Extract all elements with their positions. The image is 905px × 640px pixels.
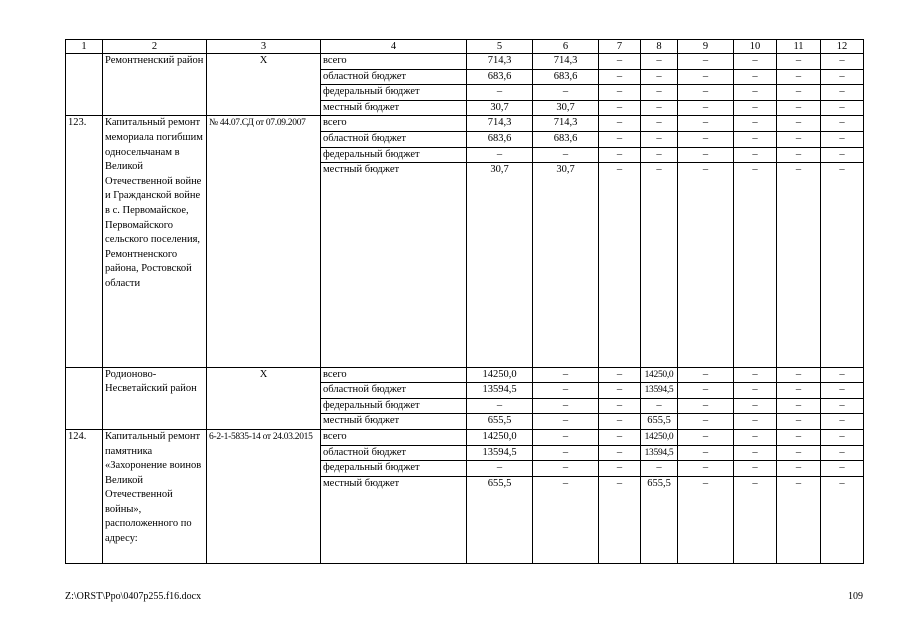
value-cell: 655,5 [467, 476, 533, 564]
value-cell: – [734, 383, 777, 399]
funding-source: федеральный бюджет [321, 398, 467, 414]
funding-source: областной бюджет [321, 131, 467, 147]
value-cell: – [678, 163, 734, 367]
row-number [66, 54, 103, 116]
col-header: 1 [66, 40, 103, 54]
value-cell: – [678, 445, 734, 461]
value-cell: – [777, 116, 821, 132]
value-cell: 14250,0 [467, 367, 533, 383]
value-cell: – [641, 69, 678, 85]
value-cell: 13594,5 [641, 445, 678, 461]
value-cell: – [821, 54, 864, 70]
value-cell: – [777, 383, 821, 399]
value-cell: – [599, 100, 641, 116]
value-cell: – [777, 147, 821, 163]
value-cell: – [777, 367, 821, 383]
value-cell: – [821, 147, 864, 163]
value-cell: – [467, 147, 533, 163]
value-cell: – [678, 100, 734, 116]
value-cell: – [678, 476, 734, 564]
document-ref: 6-2-1-5835-14 от 24.03.2015 [207, 429, 321, 563]
value-cell: – [599, 398, 641, 414]
object-name: Капитальный ремонт мемориала погибшим односельчанам в Великой Отечественной войне и Гражданской войне в с. Первомайское, Первомайского сельского поселения, Ремонтненского района, Ростовской области [103, 116, 207, 367]
value-cell: – [641, 398, 678, 414]
value-cell: – [821, 131, 864, 147]
value-cell: – [678, 398, 734, 414]
table-row [66, 54, 864, 70]
value-cell: – [599, 445, 641, 461]
value-cell: 30,7 [467, 100, 533, 116]
value-cell: – [734, 476, 777, 564]
page-number: 109 [848, 591, 863, 602]
value-cell: – [533, 445, 599, 461]
value-cell: 13594,5 [641, 383, 678, 399]
value-cell: 655,5 [641, 414, 678, 430]
value-cell: – [599, 461, 641, 477]
value-cell: – [734, 414, 777, 430]
value-cell: 14250,0 [641, 429, 678, 445]
value-cell: 13594,5 [467, 445, 533, 461]
value-cell: – [821, 445, 864, 461]
funding-source: всего [321, 429, 467, 445]
value-cell: – [821, 476, 864, 564]
value-cell: – [777, 54, 821, 70]
value-cell: – [821, 116, 864, 132]
value-cell: – [599, 429, 641, 445]
value-cell: 714,3 [533, 54, 599, 70]
value-cell: – [599, 85, 641, 101]
object-name: Родионово-Несветайский район [103, 367, 207, 429]
row-number [66, 367, 103, 429]
value-cell: – [533, 85, 599, 101]
value-cell: – [641, 461, 678, 477]
value-cell: – [641, 116, 678, 132]
header-row [66, 40, 864, 54]
value-cell: – [533, 476, 599, 564]
value-cell: – [599, 54, 641, 70]
document-ref: Х [207, 54, 321, 116]
value-cell: – [777, 131, 821, 147]
col-header: 2 [103, 40, 207, 54]
value-cell: – [821, 69, 864, 85]
funding-source: местный бюджет [321, 100, 467, 116]
row-number: 124. [66, 429, 103, 563]
value-cell: – [734, 116, 777, 132]
value-cell: – [777, 85, 821, 101]
col-header: 11 [777, 40, 821, 54]
document-ref: № 44.07.СД от 07.09.2007 [207, 116, 321, 367]
value-cell: – [821, 398, 864, 414]
funding-source: местный бюджет [321, 163, 467, 367]
table-row [66, 116, 864, 132]
table-row [66, 367, 864, 383]
value-cell: – [678, 461, 734, 477]
file-path: Z:\ORST\Ppo\0407p255.f16.docx [65, 591, 202, 602]
col-header: 7 [599, 40, 641, 54]
value-cell: – [821, 414, 864, 430]
value-cell: – [734, 445, 777, 461]
value-cell: – [467, 85, 533, 101]
value-cell: – [641, 100, 678, 116]
funding-source: местный бюджет [321, 414, 467, 430]
value-cell: – [678, 85, 734, 101]
object-name: Ремонтненский район [103, 54, 207, 116]
value-cell: – [599, 147, 641, 163]
value-cell: – [734, 429, 777, 445]
col-header: 6 [533, 40, 599, 54]
value-cell: – [533, 461, 599, 477]
value-cell: – [533, 398, 599, 414]
value-cell: 683,6 [533, 69, 599, 85]
value-cell: – [734, 85, 777, 101]
funding-source: областной бюджет [321, 383, 467, 399]
col-header: 10 [734, 40, 777, 54]
value-cell: 14250,0 [467, 429, 533, 445]
value-cell: – [599, 163, 641, 367]
value-cell: – [777, 445, 821, 461]
value-cell: – [777, 69, 821, 85]
value-cell: – [734, 69, 777, 85]
value-cell: – [467, 398, 533, 414]
value-cell: – [734, 131, 777, 147]
funding-source: всего [321, 116, 467, 132]
value-cell: 30,7 [533, 100, 599, 116]
value-cell: 683,6 [467, 69, 533, 85]
value-cell: – [641, 147, 678, 163]
value-cell: – [641, 54, 678, 70]
value-cell: – [734, 54, 777, 70]
value-cell: – [777, 100, 821, 116]
col-header: 3 [207, 40, 321, 54]
value-cell: 30,7 [533, 163, 599, 367]
value-cell: – [821, 100, 864, 116]
value-cell: – [821, 163, 864, 367]
value-cell: 30,7 [467, 163, 533, 367]
value-cell: – [678, 367, 734, 383]
value-cell: – [734, 163, 777, 367]
object-name: Капитальный ремонт памятника «Захоронение воинов Великой Отечественной войны», расположенного по адресу: [103, 429, 207, 563]
funding-source: областной бюджет [321, 445, 467, 461]
value-cell: – [777, 476, 821, 564]
value-cell: – [678, 131, 734, 147]
value-cell: – [734, 147, 777, 163]
value-cell: – [678, 414, 734, 430]
value-cell: – [599, 69, 641, 85]
value-cell: – [599, 476, 641, 564]
value-cell: – [599, 116, 641, 132]
value-cell: – [533, 367, 599, 383]
value-cell: – [599, 367, 641, 383]
value-cell: – [599, 131, 641, 147]
col-header: 9 [678, 40, 734, 54]
value-cell: – [467, 461, 533, 477]
value-cell: – [678, 147, 734, 163]
funding-source: федеральный бюджет [321, 147, 467, 163]
value-cell: 14250,0 [641, 367, 678, 383]
value-cell: – [777, 414, 821, 430]
value-cell: – [678, 116, 734, 132]
value-cell: – [599, 414, 641, 430]
value-cell: 655,5 [467, 414, 533, 430]
funding-source: федеральный бюджет [321, 461, 467, 477]
value-cell: – [821, 429, 864, 445]
funding-source: федеральный бюджет [321, 85, 467, 101]
value-cell: – [641, 85, 678, 101]
table-row [66, 429, 864, 445]
value-cell: – [777, 163, 821, 367]
value-cell: – [533, 147, 599, 163]
value-cell: – [777, 429, 821, 445]
value-cell: – [599, 383, 641, 399]
value-cell: – [678, 429, 734, 445]
value-cell: 13594,5 [467, 383, 533, 399]
budget-table [65, 39, 864, 564]
funding-source: областной бюджет [321, 69, 467, 85]
value-cell: – [777, 398, 821, 414]
value-cell: – [734, 100, 777, 116]
value-cell: – [821, 383, 864, 399]
value-cell: – [678, 69, 734, 85]
col-header: 12 [821, 40, 864, 54]
funding-source: всего [321, 367, 467, 383]
value-cell: – [533, 383, 599, 399]
col-header: 5 [467, 40, 533, 54]
value-cell: – [777, 461, 821, 477]
funding-source: всего [321, 54, 467, 70]
value-cell: – [678, 54, 734, 70]
value-cell: – [533, 414, 599, 430]
col-header: 4 [321, 40, 467, 54]
value-cell: – [821, 461, 864, 477]
funding-source: местный бюджет [321, 476, 467, 564]
value-cell: – [533, 429, 599, 445]
value-cell: – [734, 398, 777, 414]
col-header: 8 [641, 40, 678, 54]
value-cell: 714,3 [467, 54, 533, 70]
document-ref: Х [207, 367, 321, 429]
row-number: 123. [66, 116, 103, 367]
value-cell: – [734, 367, 777, 383]
value-cell: 714,3 [533, 116, 599, 132]
value-cell: – [641, 163, 678, 367]
value-cell: – [678, 383, 734, 399]
value-cell: – [734, 461, 777, 477]
value-cell: 683,6 [467, 131, 533, 147]
value-cell: 655,5 [641, 476, 678, 564]
value-cell: 714,3 [467, 116, 533, 132]
value-cell: – [821, 367, 864, 383]
value-cell: – [821, 85, 864, 101]
value-cell: – [641, 131, 678, 147]
value-cell: 683,6 [533, 131, 599, 147]
